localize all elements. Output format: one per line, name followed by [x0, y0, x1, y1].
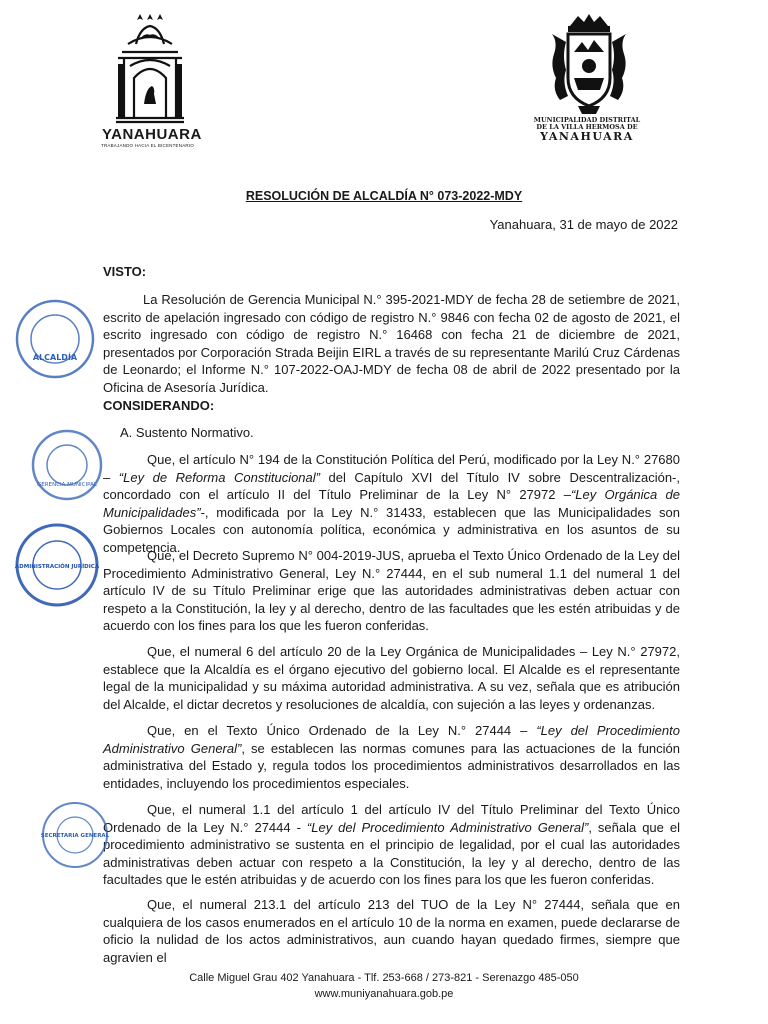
logo-left-tagline: TRABAJANDO HACIA EL BICENTENARIO — [101, 143, 195, 148]
paragraph-ley-organica: Que, el numeral 6 del artículo 20 de la Ley Orgánica de Municipalidades – Ley N.° 27972, establece que la Alcaldía es el órgano ejecutivo del gobierno local. El Alcalde es el representante legal de la municipalidad y su máxima autoridad administrativa. A su vez, señala que es atribución del Alcalde, el dictar decretos y resoluciones de alcaldía, con sujeción a las leyes y ordenanzas. — [103, 644, 680, 712]
paragraph-principio-legalidad: Que, el numeral 1.1 del artículo 1 del artículo IV del Título Preliminar del Texto Único Ordenado de la Ley N.° 27444 - “Ley del Procedimiento Administrativo General”, señala que el procedimiento administrativo se sustenta en el principio de legalidad, por el cual las autoridades administrativas deben actuar con respeto a la Constitución, la ley y al derecho, dentro de las facultades que le estén atribuidas y de acuerdo con los fines para los que les fueron conferidas. — [103, 802, 680, 887]
stamp-administracion-juridica — [14, 522, 100, 608]
visto-paragraph: La Resolución de Gerencia Municipal N.° 395-2021-MDY de fecha 28 de setiembre de 2021, escrito de apelación ingresado con código de registro N.° 9846 con fecha 02 de agosto de 2021, el escrito ingresado con código de registro N.° 16468 con fecha 21 de diciembre de 2021, presentados por Corporación Strada Beijin EIRL a través de su representante Marilú Cruz Cárdenas de Leonardo; el Informe N.° 107-2022-OAJ-MDY de fecha 08 de abril de 2022 presentado por la Oficina de Asesoría Jurídica. — [103, 292, 680, 395]
document-date: Yanahuara, 31 de mayo de 2022 — [489, 217, 678, 232]
svg-text:SECRETARIA GENERAL: SECRETARIA GENERAL — [40, 833, 110, 839]
logo-right-line1: MUNICIPALIDAD DISTRITAL — [533, 116, 641, 124]
footer-address: Calle Miguel Grau 402 Yanahuara - Tlf. 253-668 / 273-821 - Serenazgo 485-050 — [189, 972, 579, 984]
svg-text:GERENCIA MUNICIPAL: GERENCIA MUNICIPAL — [37, 482, 97, 488]
footer-website: www.muniyanahuara.gob.pe — [314, 988, 454, 1000]
logo-right-line3: YANAHUARA — [540, 130, 634, 143]
logo-left-name: YANAHUARA — [102, 126, 202, 143]
considerando-heading: CONSIDERANDO: — [103, 398, 215, 413]
section-a-heading: A. Sustento Normativo. — [120, 425, 254, 440]
stamp-gerencia — [30, 428, 104, 502]
visto-heading: VISTO: — [103, 264, 147, 279]
stamp-alcaldia — [14, 298, 96, 380]
paragraph-constitution: Que, el artículo N° 194 de la Constitución Política del Perú, modificado por la Ley N.° 27680 – “Ley de Reforma Constitucional” del Capítulo XVI del Título IV sobre Descentralización-, concordado con el artículo II del Título Preliminar de la Ley N° 27972 –“Ley Orgánica de Municipalidades”-, modificada por la Ley N.° 31433, establecen que las Municipalidades son Gobiernos Locales con autonomía política, económica y administrativa en los asuntos de su competencia. — [103, 452, 680, 555]
paragraph-decreto-supremo: Que, el Decreto Supremo N° 004-2019-JUS, aprueba el Texto Único Ordenado de la Ley del Procedimiento Administrativo General, Ley N.° 27444, en el sub numeral 1.1 del numeral 1 del artículo IV de su Título Preliminar erige que las autoridades administrativas deben actuar con respeto a la Constitución, la ley y al derecho, dentro de las facultades que les estén atribuidas y de acuerdo con los fines para los que les fueron conferidas. — [103, 548, 680, 633]
resolution-title: RESOLUCIÓN DE ALCALDÍA N° 073-2022-MDY — [245, 189, 523, 203]
paragraph-nulidad: Que, el numeral 213.1 del artículo 213 del TUO de la Ley N° 27444, señala que en cualquiera de los casos enumerados en el artículo 10 de la norma en examen, puede declararse de oficio la nulidad de los actos administrativos, aun cuando hayan quedado firmes, siempre que agravien el — [103, 897, 680, 965]
stamp-secretaria-general — [40, 800, 110, 870]
svg-text:ADMINISTRACIÓN JURÍDICA: ADMINISTRACIÓN JURÍDICA — [14, 564, 100, 570]
municipal-coat-of-arms-logo — [548, 12, 630, 116]
paragraph-tuo-27444: Que, en el Texto Único Ordenado de la Ley N.° 27444 – “Ley del Procedimiento Administrativo General”, se establecen las normas comunes para las actuaciones de la función administrativa del Estado y, regula todos los procedimientos administrativos desarrollados en las entidades, incluyendo los procedimientos especiales. — [103, 723, 680, 791]
svg-text:ALCALDÍA: ALCALDÍA — [32, 353, 78, 362]
logo-right-name — [515, 117, 659, 143]
logo-right-line2: DE LA VILLA HERMOSA DE — [536, 123, 638, 131]
yanahuara-arch-logo — [100, 8, 200, 126]
